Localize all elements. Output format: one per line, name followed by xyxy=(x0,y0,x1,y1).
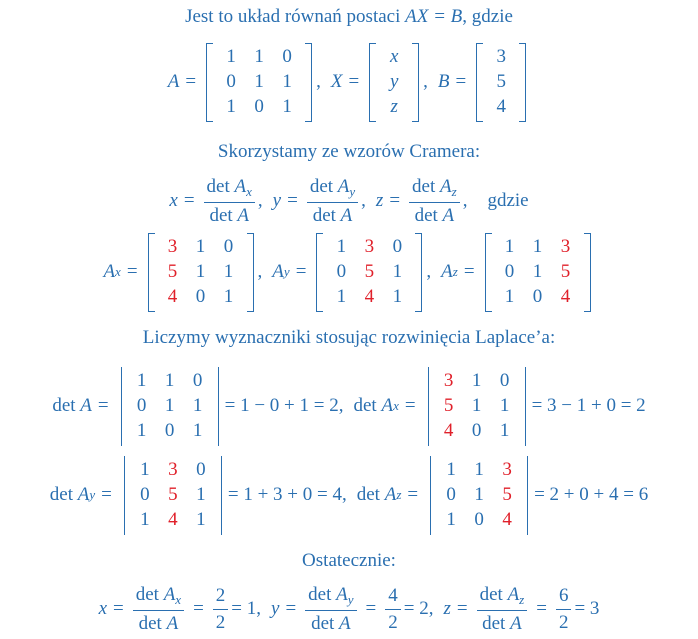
matrix-cell: 1 xyxy=(164,395,175,416)
detAx-calc: = 3 − 1 + 0 = 2 xyxy=(531,395,646,416)
matrix-cell: 1 xyxy=(140,509,150,530)
label-A: A xyxy=(167,71,180,92)
matrix-cell: 0 xyxy=(192,370,203,391)
matrix-A xyxy=(206,43,312,122)
matrix-cell: 1 xyxy=(532,261,543,282)
matrix-cell: 5 xyxy=(496,71,506,92)
matrix-cell: 0 xyxy=(223,236,234,257)
cramer-matrices: A x = 3 1 0 5 1 1 4 0 1 , A y = 1 3 0 0 5 1 1 4 1 , A z = 1 1 3 0 1 5 1 0 4 xyxy=(0,232,698,312)
intro-text: Jest to układ równań postaci xyxy=(185,6,401,27)
cramer-formulas: x = $\frac{\det A_x}{\text{det A}}$ , y = $\frac{\det A_y}{\text{det A}}$ , z = $\frac{\det A_z}{\text{det A}}$ , gdzie xyxy=(169,175,529,226)
matrix-cell: 1 xyxy=(223,286,234,307)
z-fraction: $\frac{6}{2}$ xyxy=(556,585,572,634)
frac-y: $\frac{\det A_y}{\text{det A}}$ xyxy=(307,176,358,227)
laplace-heading: Liczymy wyznaczniki stosując rozwinięcia Laplace’a: xyxy=(142,327,556,348)
matrix-cell: 3 xyxy=(443,370,454,391)
matrix-cell: 1 xyxy=(254,46,264,67)
matrix-cell: 4 xyxy=(167,286,178,307)
det-Az xyxy=(428,456,530,535)
matrix-cell: 1 xyxy=(195,236,206,257)
detAy-calc: = 1 + 3 + 0 = 4, xyxy=(227,484,347,505)
y-result: = 2, xyxy=(403,598,434,619)
matrix-cell: 1 xyxy=(392,261,403,282)
matrix-cell: 1 xyxy=(474,459,484,480)
matrix-cell: 0 xyxy=(446,484,456,505)
matrix-cell: 3 xyxy=(502,459,512,480)
matrix-cell: 5 xyxy=(560,261,571,282)
matrix-cell: 0 xyxy=(140,484,150,505)
matrix-Ay xyxy=(316,233,422,312)
matrix-cell: 1 xyxy=(140,459,150,480)
matrix-cell: 4 xyxy=(364,286,375,307)
matrix-cell: 0 xyxy=(164,420,175,441)
matrix-cell: y xyxy=(389,71,399,92)
det-Ax xyxy=(426,367,528,446)
matrix-cell: 1 xyxy=(392,286,403,307)
matrix-cell: 3 xyxy=(560,236,571,257)
matrix-B xyxy=(476,43,526,122)
final-heading: Ostatecznie: xyxy=(302,550,396,571)
gdzie-word: gdzie xyxy=(487,190,529,211)
matrix-cell: 1 xyxy=(195,261,206,282)
det-Ay xyxy=(122,456,224,535)
detAz-calc: = 2 + 0 + 4 = 6 xyxy=(534,484,649,505)
matrix-cell: 1 xyxy=(226,96,236,117)
matrix-cell: 4 xyxy=(496,96,506,117)
matrix-cell: 0 xyxy=(196,459,206,480)
matrix-cell: 5 xyxy=(168,484,178,505)
matrix-cell: 3 xyxy=(496,46,506,67)
matrix-X xyxy=(369,43,419,122)
label-B: B xyxy=(437,71,450,92)
matrix-cell: 0 xyxy=(136,395,147,416)
matrix-Az xyxy=(485,233,591,312)
matrix-cell: 0 xyxy=(254,96,264,117)
matrix-cell: z xyxy=(390,96,398,117)
matrix-cell: 1 xyxy=(499,395,510,416)
x-result: = 1, xyxy=(231,598,262,619)
det-row-1: det A = 1 1 0 0 1 1 1 0 1 = 1 − 0 + 1 = 2, det A x = 3 1 0 5 1 1 4 0 1 = 3 − 1 + 0 = 2 xyxy=(0,366,698,446)
matrix-cell: 0 xyxy=(504,261,515,282)
system-matrices: A = 1 1 0 0 1 1 1 0 1 , X = x y z , B = 3 5 4 xyxy=(0,42,698,122)
matrix-cell: 0 xyxy=(282,46,292,67)
matrix-cell: 5 xyxy=(502,484,512,505)
frac-x: $\frac{\det A_x}{\text{det A}}$ xyxy=(204,176,255,227)
intro-tail: , gdzie xyxy=(462,6,513,27)
det-A xyxy=(119,367,221,446)
matrix-Ax xyxy=(148,233,254,312)
matrix-cell: 0 xyxy=(474,509,484,530)
matrix-cell: 1 xyxy=(254,71,264,92)
final-results: x = $\frac{\det A_x}{\text{det A}}$ = $\frac{2}{2}$ = 1, y = $\frac{\det A_y}{\text{det A}}$ = $\frac{4}{2}$ = 2, z = $\frac{\det A_z}{\text{det A}}$ = $\frac{6}{2}$ = 3 xyxy=(98,583,600,634)
matrix-cell: 5 xyxy=(364,261,375,282)
matrix-cell: 1 xyxy=(471,370,482,391)
matrix-cell: 0 xyxy=(392,236,403,257)
matrix-cell: 1 xyxy=(336,286,347,307)
matrix-cell: 1 xyxy=(136,370,147,391)
matrix-cell: 1 xyxy=(471,395,482,416)
frac-z: $\frac{\det A_z}{\text{det A}}$ xyxy=(409,176,460,227)
matrix-cell: 3 xyxy=(167,236,178,257)
matrix-cell: 4 xyxy=(560,286,571,307)
matrix-cell: 1 xyxy=(336,236,347,257)
matrix-cell: 1 xyxy=(446,509,456,530)
matrix-cell: 1 xyxy=(282,71,292,92)
matrix-cell: 0 xyxy=(336,261,347,282)
matrix-cell: 4 xyxy=(168,509,178,530)
y-fraction: $\frac{4}{2}$ xyxy=(385,585,401,634)
matrix-cell: 0 xyxy=(499,370,510,391)
matrix-cell: x xyxy=(389,46,399,67)
matrix-cell: 1 xyxy=(282,96,292,117)
matrix-cell: 1 xyxy=(532,236,543,257)
matrix-cell: 4 xyxy=(502,509,512,530)
matrix-cell: 4 xyxy=(443,420,454,441)
matrix-cell: 0 xyxy=(195,286,206,307)
x-fraction: $\frac{2}{2}$ xyxy=(213,585,229,634)
matrix-cell: 1 xyxy=(192,395,203,416)
matrix-cell: 1 xyxy=(226,46,236,67)
z-result: = 3 xyxy=(574,598,600,619)
matrix-cell: 1 xyxy=(192,420,203,441)
matrix-cell: 1 xyxy=(499,420,510,441)
intro-line xyxy=(0,4,698,30)
matrix-cell: 1 xyxy=(504,286,515,307)
matrix-cell: 0 xyxy=(471,420,482,441)
matrix-cell: 1 xyxy=(223,261,234,282)
cramer-heading: Skorzystamy ze wzorów Cramera: xyxy=(217,141,481,162)
det-row-2: det A y = 1 3 0 0 5 1 1 4 1 = 1 + 3 + 0 = 4, det A z = 1 1 3 0 1 5 1 0 4 = 2 + 0 + 4 = 6 xyxy=(0,455,698,535)
matrix-cell: 1 xyxy=(446,459,456,480)
matrix-cell: 1 xyxy=(136,420,147,441)
detA-calc: = 1 − 0 + 1 = 2, xyxy=(224,395,344,416)
matrix-cell: 1 xyxy=(504,236,515,257)
matrix-cell: 5 xyxy=(167,261,178,282)
matrix-cell: 1 xyxy=(196,484,206,505)
matrix-cell: 1 xyxy=(164,370,175,391)
matrix-cell: 1 xyxy=(474,484,484,505)
label-X: X xyxy=(330,71,343,92)
intro-equation: AX = B xyxy=(405,6,463,27)
matrix-cell: 3 xyxy=(168,459,178,480)
matrix-cell: 0 xyxy=(226,71,236,92)
matrix-cell: 5 xyxy=(443,395,454,416)
matrix-cell: 3 xyxy=(364,236,375,257)
matrix-cell: 1 xyxy=(196,509,206,530)
matrix-cell: 0 xyxy=(532,286,543,307)
